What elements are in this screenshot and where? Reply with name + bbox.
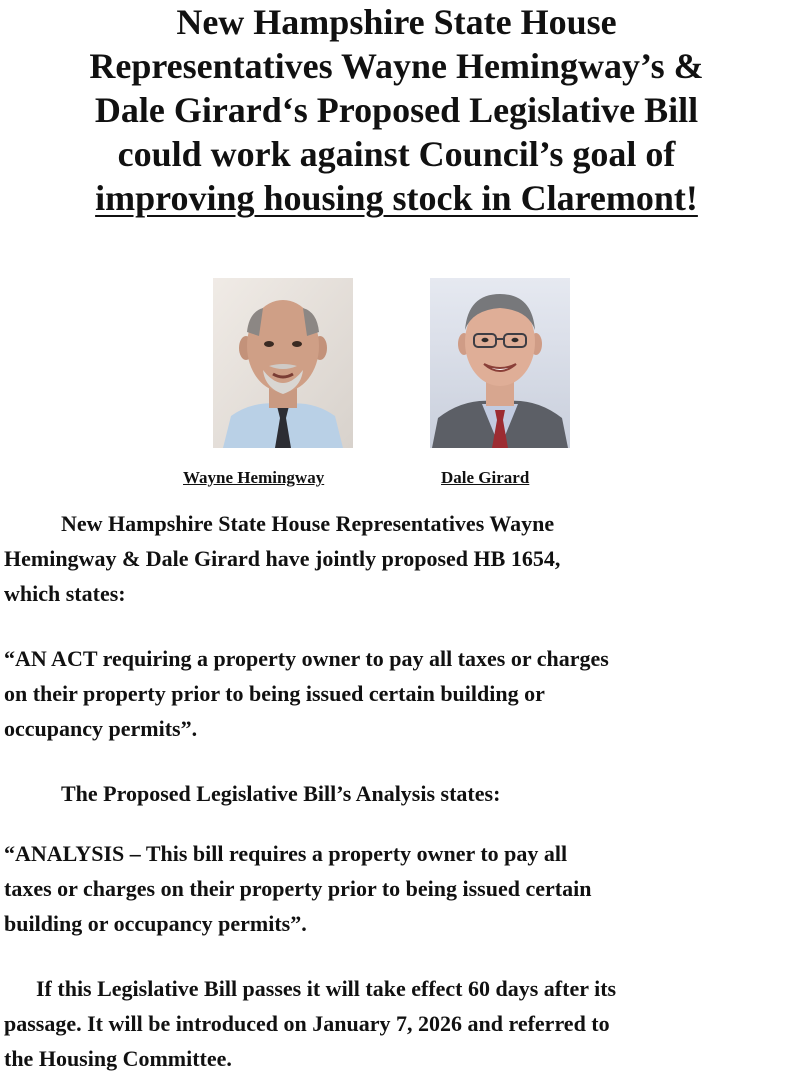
headline-line-4: could work against Council’s goal of [117,134,676,174]
act-quote-line-1: “AN ACT requiring a property owner to pay all taxes or charges [4,646,609,671]
headline-underlined-line: improving housing stock in Claremont! [95,178,698,218]
headline-line-3: Dale Girard‘s Proposed Legislative Bill [94,90,699,130]
photo-wayne-hemingway [213,278,353,448]
intro-line-1: New Hampshire State House Representatives Wayne [61,511,555,536]
effect-line-3: the Housing Committee. [4,1046,232,1071]
act-quote-line-3: occupancy permits”. [4,716,198,741]
analysis-quote-paragraph [4,836,793,941]
portrait-image [430,278,570,448]
analysis-quote-line-3: building or occupancy permits”. [4,911,307,936]
caption-dale-girard: Dale Girard [441,468,530,487]
headline-line-1: New Hampshire State House [176,2,617,42]
analysis-intro-paragraph [4,776,793,811]
headline-line-2: Representatives Wayne Hemingway’s & [89,46,704,86]
portrait-image [213,278,353,448]
intro-line-2: Hemingway & Dale Girard have jointly proposed HB 1654, [4,546,561,571]
analysis-intro-line: The Proposed Legislative Bill’s Analysis states: [61,781,501,806]
effect-paragraph [4,971,793,1076]
analysis-quote-line-1: “ANALYSIS – This bill requires a property owner to pay all [4,841,568,866]
headline [0,0,793,220]
act-quote-paragraph [4,641,793,746]
intro-line-3: which states: [4,581,126,606]
caption-wayne-hemingway: Wayne Hemingway [183,468,325,487]
effect-line-2: passage. It will be introduced on January 7, 2026 and referred to [4,1011,610,1036]
analysis-quote-line-2: taxes or charges on their property prior to being issued certain [4,876,592,901]
effect-line-1: If this Legislative Bill passes it will take effect 60 days after its [36,976,617,1001]
intro-paragraph [4,506,793,611]
photo-dale-girard [430,278,570,448]
act-quote-line-2: on their property prior to being issued certain building or [4,681,545,706]
